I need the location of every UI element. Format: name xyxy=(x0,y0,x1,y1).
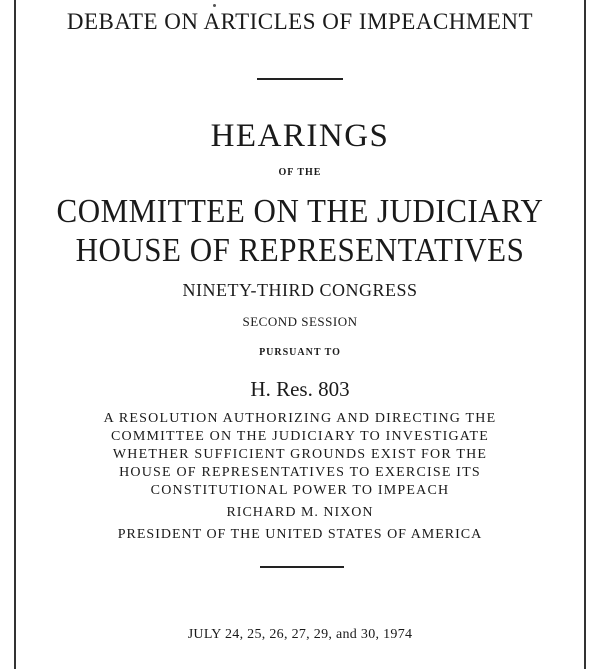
committee-name: COMMITTEE ON THE JUDICIARY xyxy=(56,191,544,230)
resolution-text-line: CONSTITUTIONAL POWER TO IMPEACH xyxy=(150,483,450,498)
resolution-number: H. Res. 803 xyxy=(250,377,350,401)
house-name: HOUSE OF REPRESENTATIVES xyxy=(75,230,525,269)
running-title: DEBATE ON ARTICLES OF IMPEACHMENT xyxy=(66,9,534,34)
page-border-left xyxy=(14,0,16,669)
bottom-divider-rule xyxy=(260,566,344,568)
resolution-text-line: WHETHER SUFFICIENT GROUNDS EXIST FOR THE xyxy=(112,447,488,462)
resolution-text-line: A RESOLUTION AUTHORIZING AND DIRECTING THE xyxy=(103,411,497,426)
session-text: SECOND SESSION xyxy=(242,314,358,329)
hearings-heading: HEARINGS xyxy=(210,118,390,154)
resolution-text-line: HOUSE OF REPRESENTATIVES TO EXERCISE ITS xyxy=(119,465,481,480)
hearing-dates: JULY 24, 25, 26, 27, 29, and 30, 1974 xyxy=(187,627,413,642)
subject-title: PRESIDENT OF THE UNITED STATES OF AMERICA xyxy=(117,527,483,542)
print-speck xyxy=(213,4,216,7)
pursuant-text: PURSUANT TO xyxy=(259,347,341,358)
congress-text: NINETY-THIRD CONGRESS xyxy=(182,280,418,300)
top-divider-rule xyxy=(257,78,343,80)
page-border-right xyxy=(584,0,586,669)
of-the-text: OF THE xyxy=(278,167,322,178)
resolution-text-line: COMMITTEE ON THE JUDICIARY TO INVESTIGATE xyxy=(110,429,490,444)
subject-name: RICHARD M. NIXON xyxy=(226,505,374,520)
